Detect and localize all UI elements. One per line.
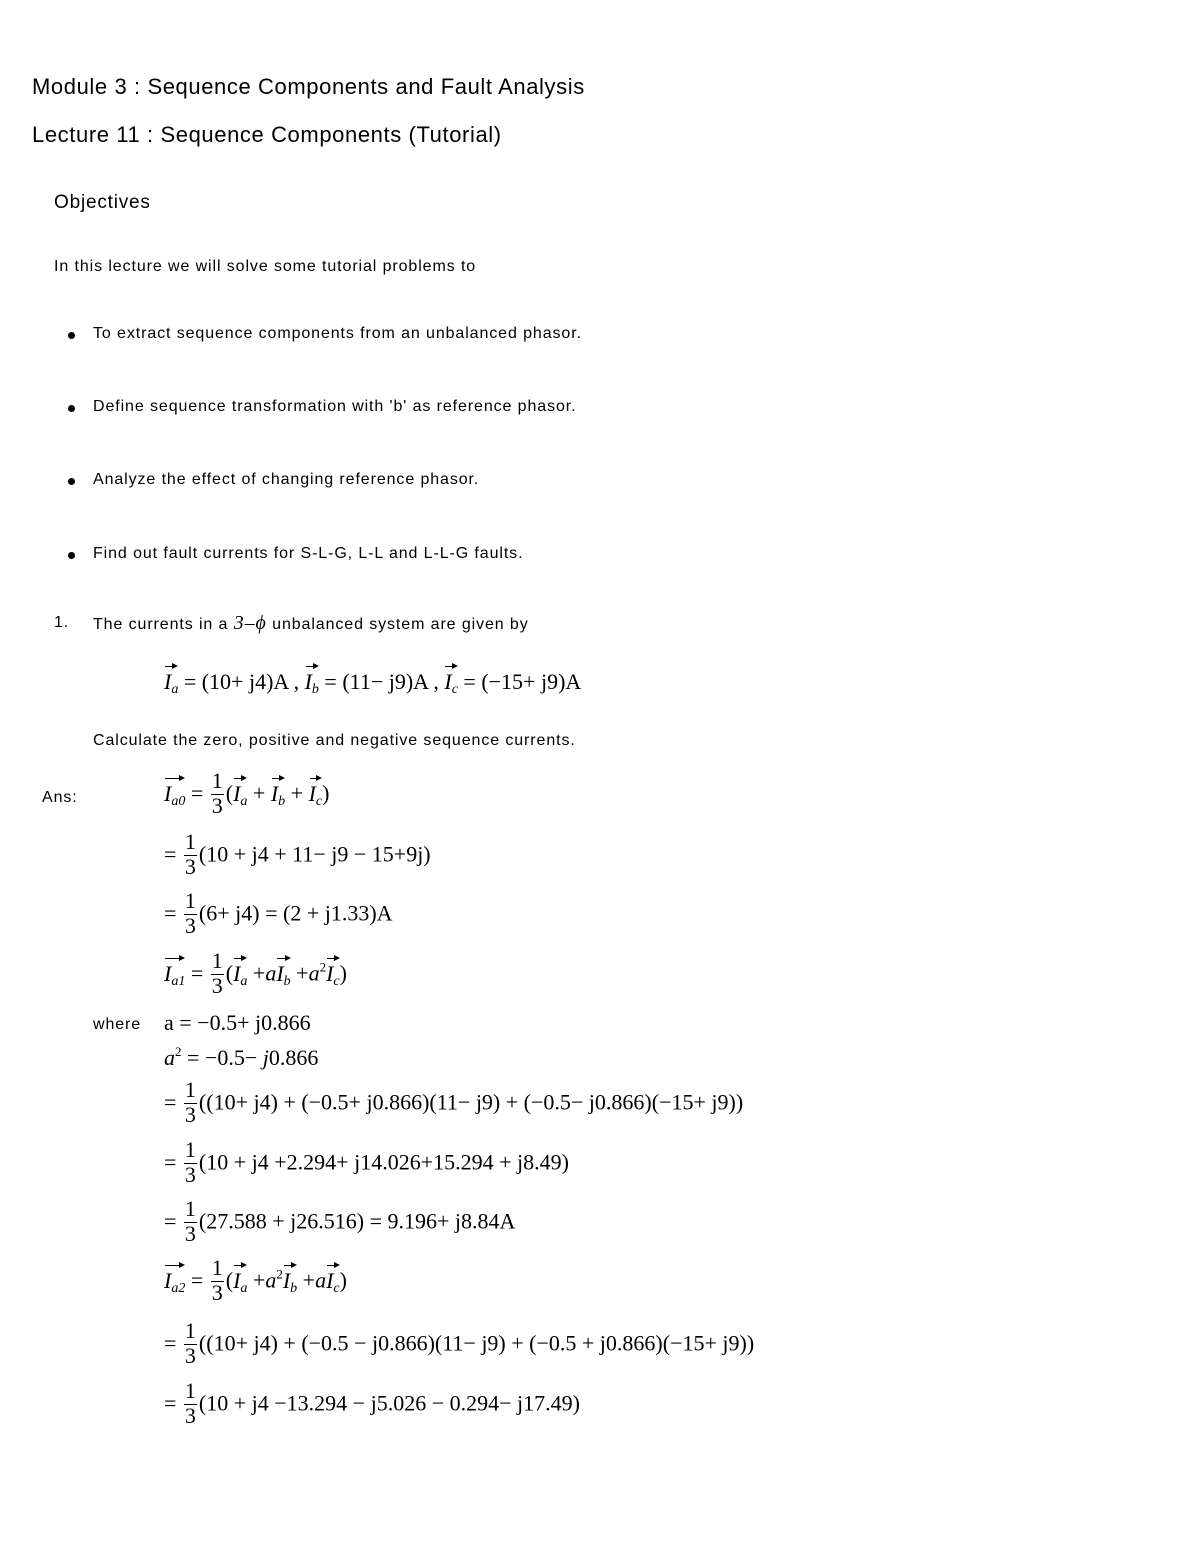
given-currents — [164, 669, 581, 698]
problem-statement — [93, 612, 529, 635]
objective-item: Find out fault currents for S-L-G, L-L and L-L-G faults. — [93, 545, 524, 562]
ans-label: Ans: — [42, 789, 78, 806]
eq-ia1-substitution: = $\frac{1}{3}$ ((10+ j4) + (−0.5+ j0.866)(11− j9) + (−0.5− j0.866)(−15+ j9)) — [164, 1077, 744, 1127]
ic-value: = (−15+ j9)A — [463, 669, 582, 694]
eq-ia2-definition: $I_{a2}$ = $\frac{1}{3}$ ( $I_a +a^2$ $I_b +a$ $I_c$) — [164, 1255, 347, 1305]
eq-ia0-substitution: = $\frac{1}{3}$ (10 + j4 + 11− j9 − 15+9j) — [164, 829, 431, 879]
objectives-heading: Objectives — [54, 192, 151, 213]
problem-number: 1. — [54, 614, 70, 631]
ia1-res-text: (27.588 + j26.516) = 9.196+ j8.84A — [198, 1208, 516, 1234]
ia1-exp-text: (10 + j4 +2.294+ j14.026+15.294 + j8.49) — [198, 1149, 569, 1175]
eq-ia1-result: = $\frac{1}{3}$ (27.588 + j26.516) = 9.196+ j8.84A — [164, 1196, 516, 1246]
bullet-icon — [68, 405, 75, 412]
bullet-icon — [68, 552, 75, 559]
eq-ia0-result: = $\frac{1}{3}$ (6+ j4) = (2 + j1.33)A — [164, 888, 393, 938]
eq-a-definition: a = −0.5+ j0.866 — [164, 1010, 311, 1035]
eq-ia1-expanded: = $\frac{1}{3}$ (10 + j4 +2.294+ j14.026+15.294 + j8.49) — [164, 1137, 569, 1187]
phasor-ib: $I_b$ — [305, 669, 319, 698]
problem-text-after: unbalanced system are given by — [272, 616, 529, 633]
objective-item: Define sequence transformation with 'b' as reference phasor. — [93, 398, 577, 415]
lecture-title: Lecture 11 : Sequence Components (Tutorial) — [32, 122, 502, 147]
ia2-sub-text: ((10+ j4) + (−0.5 − j0.866)(11− j9) + (−0.5 + j0.866)(−15+ j9)) — [198, 1330, 755, 1356]
ib-value: = (11− j9)A , — [324, 669, 439, 694]
objective-item: Analyze the effect of changing reference phasor. — [93, 471, 480, 488]
ia0-sub-text: (10 + j4 + 11− j9 − 15+9j) — [198, 841, 431, 867]
where-label: where — [93, 1016, 142, 1033]
ia0-res-text: (6+ j4) = (2 + j1.33)A — [198, 900, 393, 926]
question-text: Calculate the zero, positive and negative sequence currents. — [93, 732, 576, 749]
eq-a2-definition: $a^2 = -0.5- j0.866$ — [164, 1044, 319, 1070]
ia1-sub-text: ((10+ j4) + (−0.5+ j0.866)(11− j9) + (−0.5− j0.866)(−15+ j9)) — [198, 1089, 744, 1115]
eq-ia2-expanded: = $\frac{1}{3}$ (10 + j4 −13.294 − j5.026 − 0.294− j17.49) — [164, 1378, 580, 1428]
ia2-exp-text: (10 + j4 −13.294 − j5.026 − 0.294− j17.49) — [198, 1390, 580, 1416]
three-phase-symbol: 3–ϕ — [233, 612, 267, 634]
objective-item: To extract sequence components from an unbalanced phasor. — [93, 325, 582, 342]
bullet-icon — [68, 478, 75, 485]
bullet-icon — [68, 332, 75, 339]
ia-value: = (10+ j4)A , — [183, 669, 300, 694]
phasor-ia: $I_a$ — [164, 669, 178, 698]
problem-text-before: The currents in a — [93, 616, 229, 633]
intro-text: In this lecture we will solve some tutorial problems to — [54, 258, 477, 275]
eq-ia0-definition: $I_{a0}$ = $\frac{1}{3}$ ( $I_a$ + $I_b$ + $I_c$) — [164, 768, 330, 818]
eq-ia1-definition: $I_{a1}$ = $\frac{1}{3}$ ( $I_a +a$ $I_b +a^2$ $I_c$) — [164, 948, 347, 998]
phasor-ic: $I_c$ — [444, 669, 458, 698]
module-title: Module 3 : Sequence Components and Fault Analysis — [32, 74, 585, 99]
eq-ia2-substitution: = $\frac{1}{3}$ ((10+ j4) + (−0.5 − j0.866)(11− j9) + (−0.5 + j0.866)(−15+ j9)) — [164, 1318, 755, 1368]
